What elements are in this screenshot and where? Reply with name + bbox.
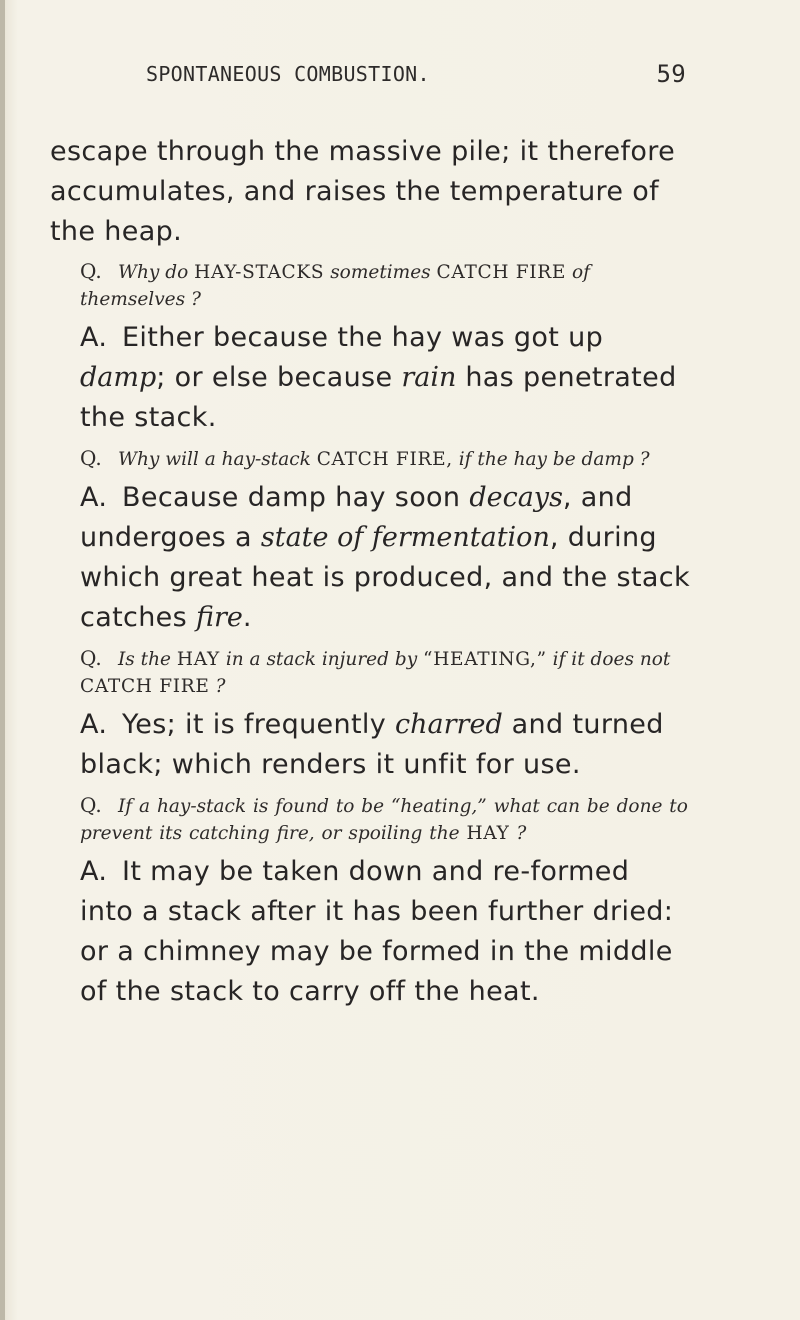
answer-marker: A. [80, 709, 108, 740]
question-marker: Q. [80, 259, 102, 283]
question-hay-heating-injury [50, 645, 690, 700]
page-number: 59 [656, 60, 686, 88]
question-text: Why do HAY-STACKS sometimes CATCH FIRE of themselves ? [80, 262, 591, 310]
answer-hay-heating-injury: A. Yes; it is frequently charred and turned black; which renders it unfit for use. [50, 705, 690, 785]
question-text: Why will a hay-stack CATCH FIRE, if the hay be damp ? [118, 449, 650, 470]
question-heating-haystack-prevention [50, 792, 690, 847]
question-damp-hay-fire [50, 445, 690, 473]
answer-marker: A. [80, 322, 108, 353]
answer-marker: A. [80, 856, 108, 887]
question-marker: Q. [80, 646, 102, 670]
answer-marker: A. [80, 482, 108, 513]
answer-haystack-fire: A. Either because the hay was got up damp; or else because rain has penetrated the stack. [50, 318, 690, 438]
question-text: If a hay-stack is found to be “heating,” what can be done to prevent its catching fire, or spoiling the HAY ? [80, 796, 688, 844]
question-marker: Q. [80, 793, 102, 817]
answer-heating-haystack-prevention [50, 852, 690, 1012]
running-head [146, 62, 686, 98]
question-marker: Q. [80, 446, 102, 470]
answer-damp-hay-fire: A. Because damp hay soon decays, and undergoes a state of fermentation, during which great heat is produced, and the stack catches fire. [50, 478, 690, 638]
question-text: Is the HAY in a stack injured by “HEATING,” if it does not CATCH FIRE ? [80, 649, 671, 697]
answer-text: It may be taken down and re-formed into a stack after it has been further dried: or a chimney may be formed in the middle of the stack to carry off the heat. [80, 856, 674, 1007]
question-haystack-fire [50, 258, 690, 313]
continued-paragraph: escape through the massive pile; it therefore accumulates, and raises the temperature of the heap. [50, 136, 676, 247]
running-title: SPONTANEOUS COMBUSTION. [146, 62, 430, 86]
page-binding-edge [0, 0, 5, 1320]
page-content [50, 132, 690, 1019]
